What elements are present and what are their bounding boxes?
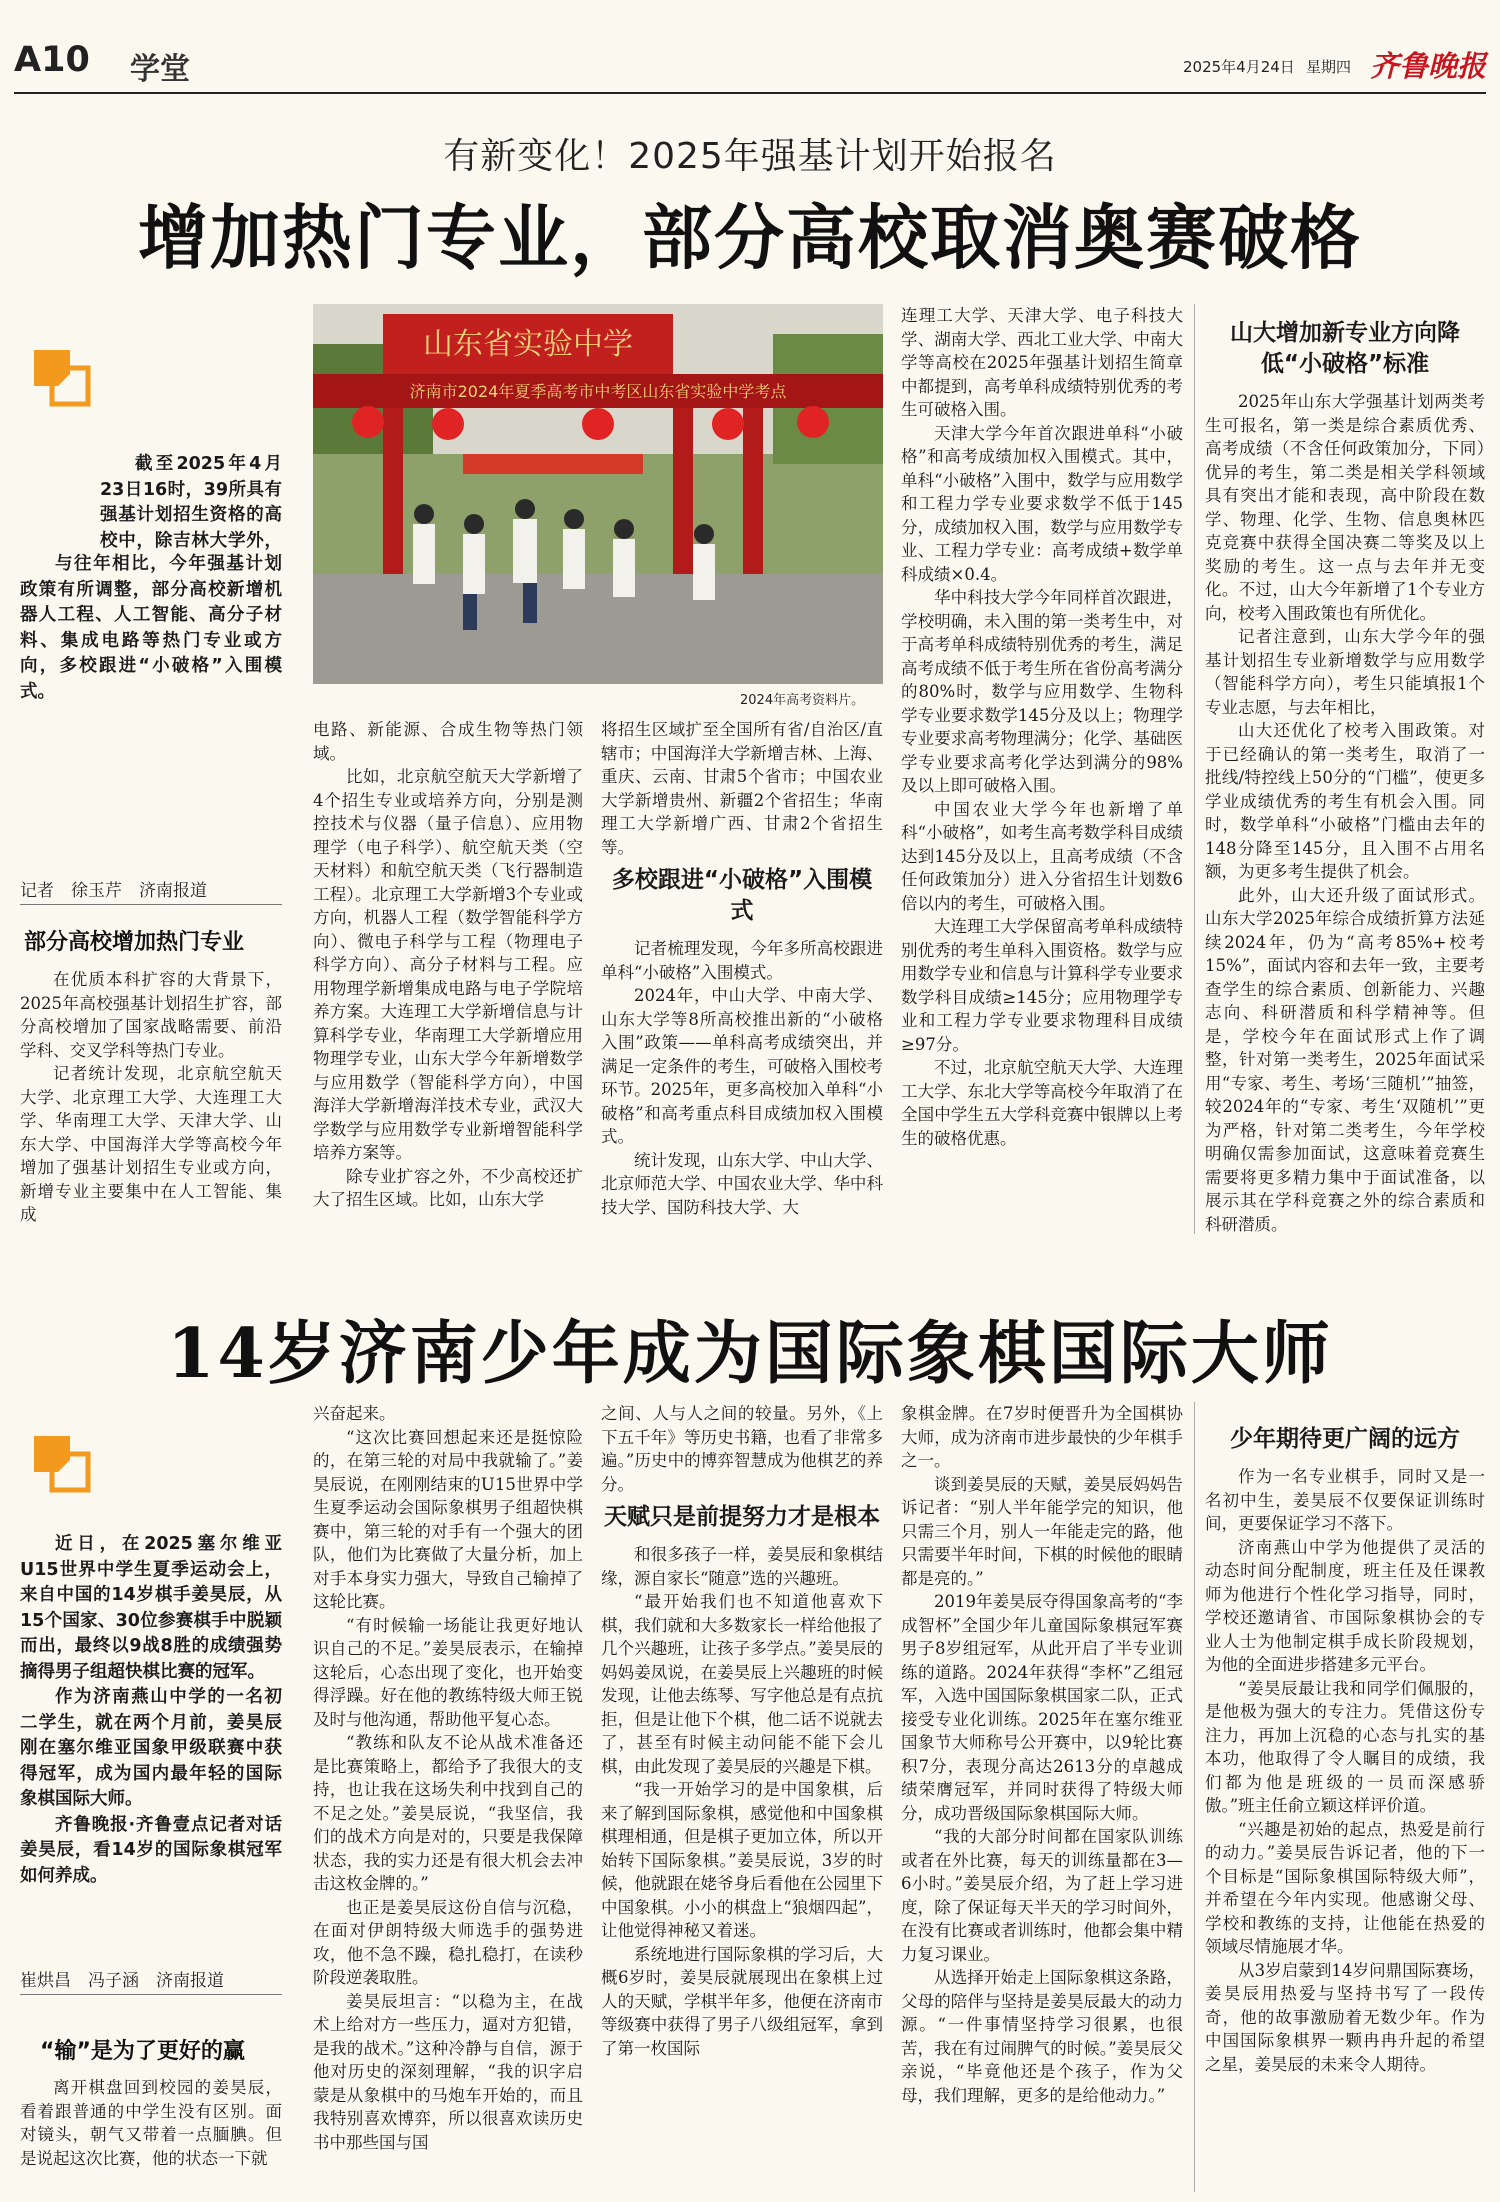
body-paragraph: 不过，北京航空航天大学、大连理工大学、东北大学等高校今年取消了在全国中学生五大学科竞赛中银牌以上考生的破格优惠。 [901, 1058, 1183, 1148]
story1-subhead-2: 多校跟进“小破格”入围模式 [611, 867, 873, 924]
newspaper-logo: 齐鲁晚报 [1370, 49, 1487, 83]
body-paragraph: 之间、人与人之间的较量。另外，《上下五千年》等历史书籍，也看了非常多遍。”历史中的博弈智慧成为他棋艺的养分。 [601, 1404, 883, 1494]
masthead-rule [14, 92, 1486, 94]
story1-subhead-3: 山大增加新专业方向降低“小破格”标准 [1230, 320, 1460, 377]
body-paragraph: 统计发现，山东大学、中山大学、北京师范大学、中国农业大学、华中科技大学、国防科技大学、大 [601, 1150, 883, 1217]
body-paragraph: 大连理工大学保留高考单科成绩特别优秀的考生单科入围资格。数学与应用数学专业和信息与计算科学专业要求数学科目成绩≥145分；应用物理学专业和工程力学专业要求物理科目成绩≥97分。 [901, 917, 1183, 1054]
body-paragraph: 除专业扩容之外，不少高校还扩大了招生区域。比如，山东大学 [313, 1166, 583, 1209]
story1-lead-1 [100, 452, 282, 552]
photo-caption: 2024年高考资料片。 [740, 693, 865, 708]
body-paragraph: “姜昊辰最让我和同学们佩服的，是他极为强大的专注力。凭借这份专注力，再加上沉稳的心态与扎实的基本功，他取得了令人瞩目的成绩，我们都为他是班级的一员而深感骄傲。”班主任俞立颖这样评价道。 [1205, 1678, 1485, 1815]
body-paragraph: 连理工大学、天津大学、电子科技大学、湖南大学、西北工业大学、中南大学等高校在2025年强基计划招生简章中都提到，高考单科成绩特别优秀的考生可破格入围。 [901, 306, 1183, 419]
story1-headline: 增加热门专业，部分高校取消奥赛破格 [138, 197, 1362, 279]
body-paragraph: 从3岁启蒙到14岁问鼎国际赛场，姜昊辰用热爱与坚持书写了一段传奇，他的故事激励着无数少年。作为中国国际象棋界一颗冉冉升起的希望之星，姜昊辰的未来令人期待。 [1205, 1960, 1485, 2074]
lead-paragraph: 近日，在2025塞尔维亚U15世界中学生夏季运动会上，来自中国的14岁棋手姜昊辰，从15个国家、30位参赛棋手中脱颖而出，最终以9战8胜的成绩强势摘得男子组超快棋比赛的冠军。 [20, 1534, 282, 1682]
body-paragraph: “兴趣是初始的起点，热爱是前行的动力。”姜昊辰告诉记者，他的下一个目标是“国际象棋国际特级大师”，并希望在今年内实现。他感谢父母、学校和教练的支持，让他能在热爱的领域尽情施展才华。 [1205, 1819, 1485, 1956]
issue-date: 2025年4月24日 [1183, 58, 1295, 76]
story2-subhead-2: 天赋只是前提努力才是根本 [604, 1504, 880, 1530]
body-paragraph: 2019年姜昊辰夺得国象高考的“李成智杯”全国少年儿童国际象棋冠军赛男子8岁组冠军，从此开启了半专业训练的道路。2024年获得“李杯”乙组冠军，入选中国国际象棋国家二队，正式接受专业化训练。2025年在塞尔维亚国象节大师称号公开赛中，以9轮比赛积7分，表现分高达2613分的卓越成绩荣膺冠军，并同时获得了特级大师分，成功晋级国际象棋国际大师。 [901, 1592, 1183, 1823]
body-paragraph: 电路、新能源、合成生物等热门领域。 [313, 720, 583, 763]
section-marker-icon [30, 346, 92, 408]
story2-column-2 [313, 1402, 583, 2196]
story2-subhead-1: “输”是为了更好的赢 [40, 2039, 245, 2064]
story2-subhead-3: 少年期待更广阔的远方 [1230, 1426, 1460, 1452]
story1-subhead-1: 部分高校增加热门专业 [24, 930, 245, 955]
story1-lead-2 [20, 552, 282, 852]
body-paragraph: 系统地进行国际象棋的学习后，大概6岁时，姜昊辰就展现出在象棋上过人的天赋，学棋半年多，他便在济南市等级赛中获得了男子八级组冠军，拿到了第一枚国际 [601, 1944, 883, 2058]
column-divider [1194, 1402, 1195, 2192]
body-paragraph: 记者梳理发现，今年多所高校跟进单科“小破格”入围模式。 [601, 939, 883, 982]
body-paragraph: 天津大学今年首次跟进单科“小破格”和高考成绩加权入围模式。其中，单科“小破格”入围中，数学与应用数学和工程力学专业要求数学不低于145分，成绩加权入围，数学与应用数学专业、工程力学专业：高考成绩+数学单科成绩×0.4。 [901, 423, 1183, 584]
body-paragraph: 2025年山东大学强基计划两类考生可报名，第一类是综合素质优秀、高考成绩（不含任何政策加分，下同）优异的考生，第二类是相关学科领域具有突出才能和表现，高中阶段在数学、物理、化学、生物、信息奥林匹克竞赛中获得全国决赛二等奖及以上奖励的考生。这一点与去年并无变化。不过，山大今年新增了1个专业方向，校考入围政策也有所优化。 [1205, 392, 1485, 623]
body-paragraph: 记者注意到，山东大学今年的强基计划招生专业新增数学与应用数学（智能科学方向），考生只能填报1个专业志愿，与去年相比， [1205, 627, 1485, 717]
lead-paragraph: 与往年相比，今年强基计划政策有所调整，部分高校新增机器人工程、人工智能、高分子材料、集成电路等热门专业或方向，多校跟进“小破格”入围模式。 [20, 554, 282, 702]
lead-paragraph: 截至2025年4月23日16时，39所具有强基计划招生资格的高校中，除吉林大学外， [100, 454, 282, 551]
body-paragraph: 作为一名专业棋手，同时又是一名初中生，姜昊辰不仅要保证训练时间，更要保证学习不落下。 [1205, 1467, 1485, 1533]
body-paragraph: 华中科技大学今年同样首次跟进，学校明确，未入围的第一类考生中，对于高考单科成绩特别优秀的考生，满足高考成绩不低于考生所在省份高考满分的80%时，数学与应用数学、生物科学专业要求数学145分及以上；物理学专业要求高考物理满分；化学、基础医学专业要求高考化学达到满分的98%及以上即可破格入围。 [901, 588, 1183, 795]
body-paragraph: 比如，北京航空航天大学新增了4个招生专业或培养方向，分别是测控技术与仪器（量子信息）、应用物理学（电子科学）、航空航天类（空天材料）和航空航天类（飞行器制造工程）。北京理工大学新增3个专业或方向，机器人工程（数学智能科学方向）、微电子科学与工程（物理电子科学方向）、高分子材料与工程。应用物理学新增集成电路与电子学院培养方案。大连理工大学新增信息与计算科学专业，华南理工大学新增应用物理学专业，山东大学今年新增数学与应用数学（智能科学方向），中国海洋大学新增海洋技术专业，武汉大学数学与应用数学专业新增智能科学培养方案等。 [313, 767, 583, 1162]
story2-column-5 [1205, 1402, 1485, 2196]
section-marker-icon [30, 1432, 92, 1494]
story2-column-1 [20, 2076, 282, 2196]
body-paragraph: 中国农业大学今年也新增了单科“小破格”，如考生高考数学科目成绩达到145分及以上，且高考成绩（不含任何政策加分）进入分省招生计划数6倍以内的考生，可破格入围。 [901, 799, 1183, 913]
story1-column-3 [601, 718, 883, 1238]
body-paragraph: 也正是姜昊辰这份自信与沉稳，在面对伊朗特级大师选手的强势进攻，他不急不躁，稳扎稳打，在读秒阶段逆袭取胜。 [313, 1897, 583, 1987]
body-paragraph: 离开棋盘回到校园的姜昊辰，看着跟普通的中学生没有区别。面对镜头，朝气又带着一点腼腆。但是说起这次比赛，他的状态一下就 [20, 2078, 282, 2168]
story2-column-3 [601, 1402, 883, 2196]
byline-rule [20, 904, 282, 905]
body-paragraph: 姜昊辰坦言：“以稳为主，在战术上给对方一些压力，逼对方犯错，是我的战术。”这种冷静与自信，源于他对历史的深刻理解，“我的识字启蒙是从象棋中的马炮车开始的，而且我特别喜欢博弈，所以很喜欢读历史书中那些国与国 [313, 1991, 583, 2152]
story2-headline: 14岁济南少年成为国际象棋国际大师 [167, 1314, 1333, 1394]
story1-column-5 [1205, 304, 1485, 1238]
body-paragraph: 山大还优化了校考入围政策。对于已经确认的第一类考生，取消了一批线/特控线上50分的“门槛”，使更多学业成绩优秀的考生有机会入围。同时，数学单科“小破格”门槛由去年的148分降至145分，且入围不占用名额，为更多考生提供了机会。 [1205, 721, 1485, 881]
photo-banner-text: 济南市2024年夏季高考市中考区山东省实验中学考点 [409, 382, 787, 401]
story2-column-4 [901, 1402, 1183, 2196]
lead-paragraph: 齐鲁晚报·齐鲁壹点记者对话姜昊辰，看14岁的国际象棋冠军如何养成。 [20, 1814, 282, 1886]
body-paragraph: 2024年，中山大学、中南大学、山东大学等8所高校推出新的“小破格入围”政策——单科高考成绩突出，并满足一定条件的考生，可破格入围校考环节。2025年，更多高校加入单科“小破格”和高考重点科目成绩加权入围模式。 [601, 986, 883, 1146]
body-paragraph: “这次比赛回想起来还是挺惊险的，在第三轮的对局中我就输了。”姜昊辰说，在刚刚结束的U15世界中学生夏季运动会国际象棋男子组超快棋赛中，第三轮的对手有一个强大的团队，他们为比赛做了大量分析，加上对手本身实力强大，导致自己输掉了这轮比赛。 [313, 1427, 583, 1611]
body-paragraph: 济南燕山中学为他提供了灵活的动态时间分配制度，班主任及任课教师为他进行个性化学习指导，同时，学校还邀请省、市国际象棋协会的专业人士为他制定棋手成长阶段规划，为他的全面进步搭建多元平台。 [1205, 1537, 1485, 1674]
body-paragraph: 和很多孩子一样，姜昊辰和象棋结缘，源自家长“随意”选的兴趣班。 [601, 1545, 883, 1588]
body-paragraph: “我的大部分时间都在国家队训练或者在外比赛，每天的训练量都在3—6小时。”姜昊辰介绍，为了赶上学习进度，除了保证每天半天的学习时间外，在没有比赛或者训练时，他都会集中精力复习课业。 [901, 1827, 1183, 1964]
body-paragraph: 将招生区域扩至全国所有省/自治区/直辖市；中国海洋大学新增吉林、上海、重庆、云南、甘肃5个省市；中国农业大学新增贵州、新疆2个省招生；华南理工大学新增广西、甘肃2个省招生等。 [601, 720, 883, 857]
column-divider [1194, 304, 1195, 1234]
story1-column-1 [20, 968, 282, 1238]
issue-weekday: 星期四 [1306, 58, 1352, 76]
body-paragraph: 从选择开始走上国际象棋这条路，父母的陪伴与坚持是姜昊辰最大的动力源。“一件事情坚持学习很累，也很苦，我在有过闹脾气的时候。”姜昊辰父亲说，“毕竟他还是个孩子，作为父母，我们理解，更多的是给他动力。” [901, 1968, 1183, 2105]
story1-column-4 [901, 304, 1183, 1238]
lead-paragraph: 作为济南燕山中学的一名初二学生，就在两个月前，姜昊辰刚在塞尔维亚国象甲级联赛中获得冠军，成为国内最年轻的国际象棋国际大师。 [20, 1687, 282, 1809]
body-paragraph: 记者统计发现，北京航空航天大学、北京理工大学、大连理工大学、华南理工大学、天津大学、山东大学、中国海洋大学等高校今年增加了强基计划招生专业或方向，新增专业主要集中在人工智能、集成 [20, 1064, 282, 1224]
section-name: 学堂 [130, 52, 190, 87]
body-paragraph: “有时候输一场能让我更好地认识自己的不足。”姜昊辰表示，在输掉这轮后，心态出现了变化，也开始变得浮躁。好在他的教练特级大师王锐及时与他沟通，帮助他平复心态。 [313, 1615, 583, 1729]
body-paragraph: 谈到姜昊辰的天赋，姜昊辰妈妈告诉记者：“别人半年能学完的知识，他只需三个月，别人一年能走完的路，他只需要半年时间，下棋的时候他的眼睛都是亮的。” [901, 1474, 1183, 1588]
page-number: A10 [14, 40, 90, 80]
story1-column-2 [313, 718, 583, 1238]
photo-sign-text: 山东省实验中学 [423, 327, 633, 362]
exam-photo [313, 304, 883, 684]
story2-byline: 崔烘昌 冯子涵 济南报道 [20, 1971, 224, 1991]
body-paragraph: “我一开始学习的是中国象棋，后来了解到国际象棋，感觉他和中国象棋棋理相通，但是棋子更加立体，所以开始转下国际象棋。”姜昊辰说，3岁的时候，他就跟在姥爷身后看他在公园里下中国象棋。小小的棋盘上“狼烟四起”，让他觉得神秘又着迷。 [601, 1780, 883, 1940]
byline-rule [20, 1994, 282, 1995]
body-paragraph: “最开始我们也不知道他喜欢下棋，我们就和大多数家长一样给他报了几个兴趣班，让孩子多学点。”姜昊辰的妈妈姜凤说，在姜昊辰上兴趣班的时候发现，让他去练琴、写字他总是有点抗拒，但是让他下个棋，他二话不说就去了，甚至有时候主动问能不能下会儿棋，由此发现了姜昊辰的兴趣是下棋。 [601, 1592, 883, 1776]
body-paragraph: 此外，山大还升级了面试形式。山东大学2025年综合成绩折算方法延续2024年，仍为“高考85%+校考15%”，面试内容和去年一致，主要考查学生的综合素质、创新能力、兴趣志向、科研潜质和科学精神等。但是，学校今年在面试形式上作了调整，针对第一类考生，2025年面试采用“专家、考生、考场‘三随机’”抽签，较2024年的“专家、考生‘双随机’”更为严格，针对第二类考生，今年学校明确仅需参加面试，这意味着竞赛生需要将更多精力集中于面试准备，以展示其在学科竞赛之外的综合素质和科研潜质。 [1205, 885, 1485, 1234]
story1-byline: 记者 徐玉芹 济南报道 [20, 881, 207, 901]
body-paragraph: “教练和队友不论从战术准备还是比赛策略上，都给予了我很大的支持，也让我在这场失利中找到自己的不足之处。”姜昊辰说，“我坚信，我们的战术方向是对的，只要是我保障状态，我的实力还是有很大机会去冲击这枚金牌的。” [313, 1733, 583, 1893]
story1-kicker: 有新变化！2025年强基计划开始报名 [443, 136, 1057, 177]
body-paragraph: 兴奋起来。 [313, 1404, 396, 1423]
body-paragraph: 在优质本科扩容的大背景下，2025年高校强基计划招生扩容，部分高校增加了国家战略需要、前沿学科、交叉学科等热门专业。 [20, 970, 282, 1060]
body-paragraph: 象棋金牌。在7岁时便晋升为全国棋协大师，成为济南市进步最快的少年棋手之一。 [901, 1404, 1183, 1470]
story2-lead [20, 1532, 282, 1887]
